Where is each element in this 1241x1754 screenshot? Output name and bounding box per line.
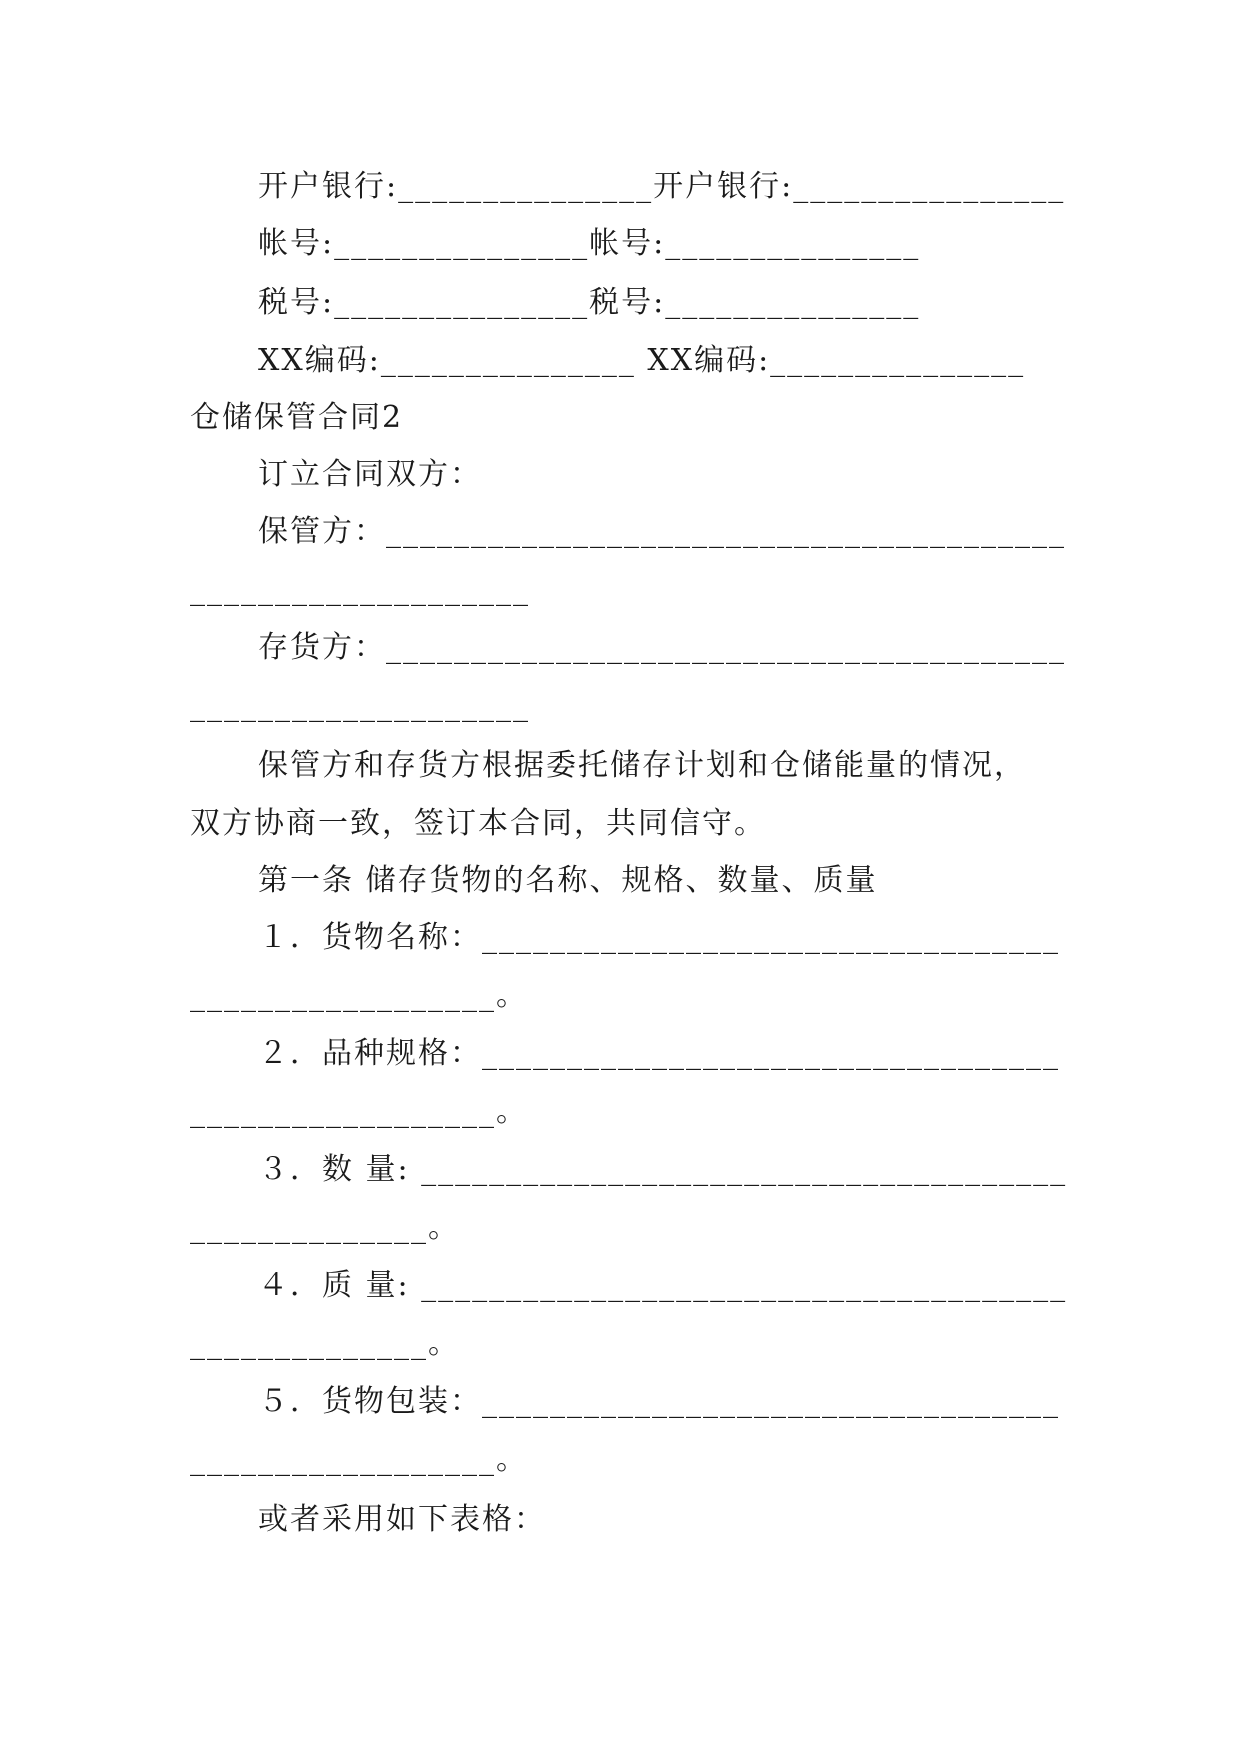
item-packaging-continuation: __________________。 [190, 1442, 528, 1477]
item-quantity: ３．数 量: ______________________________________ [258, 1152, 1068, 1187]
account-line: 帐号:_______________帐号:_______________ [258, 226, 921, 261]
article-1-heading: 第一条 储存货物的名称、规格、数量、质量 [258, 863, 878, 898]
preamble-line-1: 保管方和存货方根据委托储存计划和仓储能量的情况， [258, 748, 1026, 783]
custodian-continuation: ____________________ [190, 572, 530, 607]
depositor-line: 存货方：________________________________________ [258, 630, 1066, 665]
depositor-continuation: ____________________ [190, 688, 530, 723]
item-quality-continuation: ______________。 [190, 1326, 460, 1361]
item-spec-continuation: __________________。 [190, 1094, 528, 1129]
item-goods-name: １．货物名称：__________________________________ [258, 920, 1060, 955]
item-quality: ４．质 量: ______________________________________ [258, 1268, 1068, 1303]
item-packaging: ５．货物包装：__________________________________ [258, 1384, 1060, 1419]
item-goods-name-continuation: __________________。 [190, 978, 528, 1013]
preamble-line-2: 双方协商一致，签订本合同，共同信守。 [190, 806, 766, 841]
bank-line: 开户银行:_______________开户银行:________________ [258, 169, 1066, 204]
item-spec: ２．品种规格：__________________________________ [258, 1036, 1060, 1071]
contract-title: 仓储保管合同2 [190, 400, 404, 435]
code-line: XX编码:_______________ XX编码:_______________ [258, 343, 1026, 378]
tax-line: 税号:_______________税号:_______________ [258, 285, 921, 320]
table-note: 或者采用如下表格： [258, 1502, 546, 1537]
parties-heading: 订立合同双方： [258, 457, 482, 492]
custodian-line: 保管方：________________________________________ [258, 514, 1066, 549]
item-quantity-continuation: ______________。 [190, 1210, 460, 1245]
